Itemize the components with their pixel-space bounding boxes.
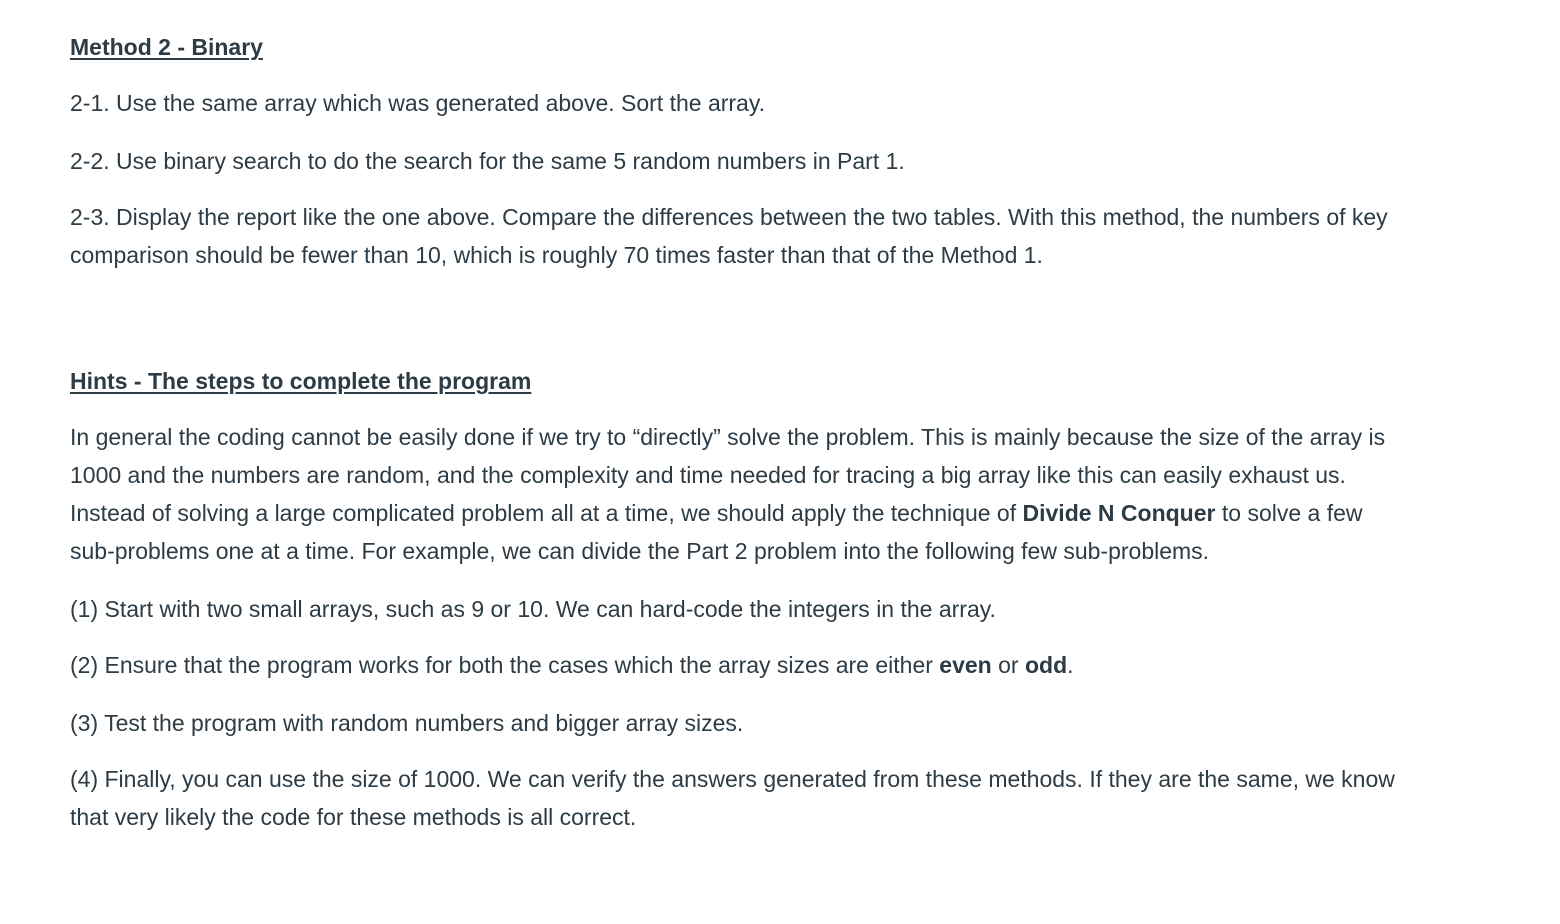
method-2-heading: Method 2 - Binary: [70, 34, 263, 60]
method-step-2-3: 2-3. Display the report like the one above. Compare the differences between the two tables. With this method, the numbers of key comparison should be fewer than 10, which is roughly 70 times faster than that of the Method 1.: [70, 204, 1388, 268]
hints-heading: Hints - The steps to complete the program: [70, 368, 532, 394]
hint-step-3: (3) Test the program with random numbers and bigger array sizes.: [70, 710, 744, 736]
hints-intro-text-1: In general the coding cannot be easily done if we try to “directly” solve the problem. This is mainly because the size of the array is 1000 and the numbers are random, and the complexity and time needed for tracing a big array like this can easily exhaust us. Instead of solving a large complicated problem all at a time, we should apply the technique of: [70, 424, 1386, 526]
hint-step-2-text: (2) Ensure that the program works for both the cases which the array sizes are either: [70, 652, 940, 678]
divide-n-conquer-term: Divide N Conquer: [1022, 500, 1216, 526]
method-step-2-1: 2-1. Use the same array which was generated above. Sort the array.: [70, 90, 766, 116]
even-term: even: [939, 652, 992, 678]
odd-term: odd: [1024, 652, 1068, 678]
method-step-2-2: 2-2. Use binary search to do the search for the same 5 random numbers in Part 1.: [70, 148, 905, 174]
hint-step-2: [70, 646, 1410, 684]
hints-intro-text-2: to solve a few sub-problems one at a time. For example, we can divide the Part 2 problem into the following few sub-problems.: [70, 500, 1363, 564]
hint-step-1: (1) Start with two small arrays, such as 9 or 10. We can hard-code the integers in the array.: [70, 596, 996, 622]
hint-step-4: (4) Finally, you can use the size of 1000. We can verify the answers generated from these methods. If they are the same, we know that very likely the code for these methods is all correct.: [70, 766, 1395, 830]
period-text: .: [1067, 652, 1074, 678]
or-text: or: [991, 652, 1025, 678]
hints-intro-paragraph: [70, 418, 1410, 570]
